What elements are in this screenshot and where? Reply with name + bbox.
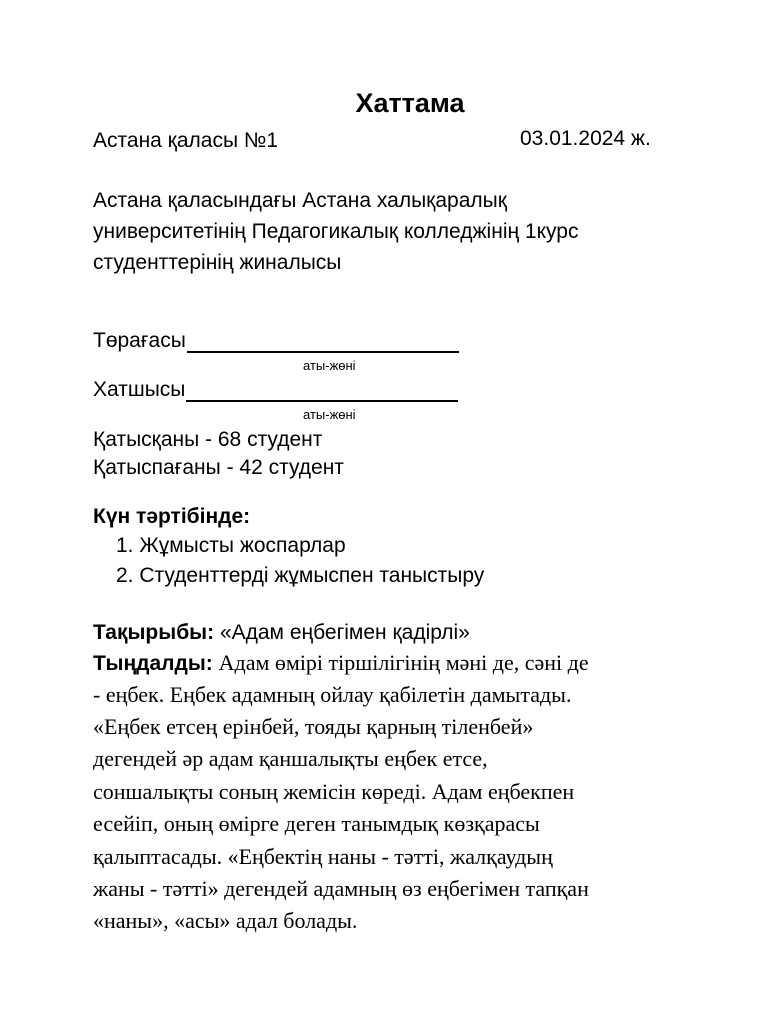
- listened-text-line: - еңбек. Еңбек адамның ойлау қабілетін дамытады.: [93, 682, 572, 707]
- attended-count: Қатысқаны - 68 студент: [93, 428, 323, 451]
- chairman-signature-line: [187, 329, 459, 353]
- listened-text-line: Адам өмірі тіршілігінің мәні де, сәні де: [218, 650, 589, 675]
- listened-text-line: «наны», «асы» адал болады.: [93, 908, 358, 933]
- listened-text-line: қалыптасады. «Еңбектің наны - тәтті, жалқаудың: [93, 844, 553, 869]
- listened-text-line: жаны - тәтті» дегендей адамның өз еңбегімен тапқан: [93, 876, 589, 901]
- secretary-label: Хатшысы: [93, 378, 186, 401]
- city-number: Астана қаласы №1: [93, 129, 279, 152]
- agenda-item: 2. Студенттерді жұмыспен таныстыру: [116, 564, 485, 587]
- listened-label: Тыңдалды:: [93, 652, 213, 675]
- secretary-name-hint: аты-жөні: [303, 407, 356, 422]
- listened-text-line: соншалықты соның жемісін көреді. Адам еңбекпен: [93, 779, 575, 804]
- listened-text-line: дегендей әр адам қаншалықты еңбек етсе,: [93, 746, 488, 771]
- agenda-label: Күн тәртібінде:: [93, 505, 251, 528]
- document-title: Хаттама: [355, 88, 465, 118]
- topic-label: Тақырыбы:: [93, 621, 215, 644]
- chairman-label: Төрағасы: [93, 329, 186, 352]
- topic-value: «Адам еңбегімен қадірлі»: [219, 621, 470, 644]
- heading-line: Астана қаласындағы Астана халықаралық: [93, 189, 507, 212]
- heading-line: университетінің Педагогикалық колледжінің 1курс: [93, 220, 579, 243]
- secretary-row: [93, 378, 458, 402]
- heading-line: студенттерінің жиналысы: [93, 251, 342, 274]
- secretary-signature-line: [186, 378, 458, 402]
- absent-count: Қатыспағаны - 42 студент: [93, 456, 344, 479]
- listened-text-line: есейіп, оның өмірге деген танымдық көзқарасы: [93, 811, 540, 836]
- listened-text-line: «Еңбек етсең ерінбей, тояды қарның тіленбей»: [93, 714, 534, 739]
- agenda-item: 1. Жұмысты жоспарлар: [116, 534, 346, 557]
- document-date: 03.01.2024 ж.: [520, 127, 651, 150]
- topic-row: [93, 618, 470, 647]
- chairman-name-hint: аты-жөні: [303, 358, 356, 373]
- listened-row: [93, 648, 589, 678]
- chairman-row: [93, 329, 459, 353]
